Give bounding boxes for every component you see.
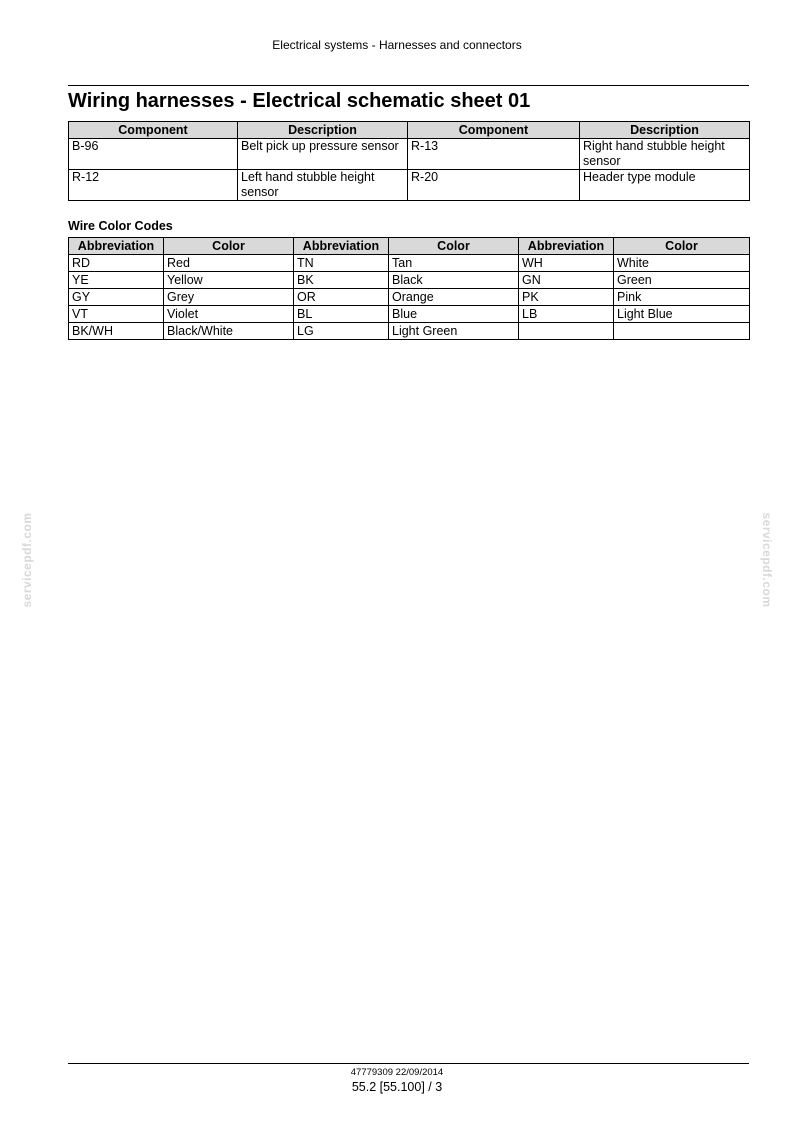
color-cell — [614, 323, 750, 340]
component-cell: B-96 — [69, 139, 238, 170]
component-cell: R-12 — [69, 170, 238, 201]
abbreviation-cell: OR — [294, 289, 389, 306]
color-cell: Red — [164, 255, 294, 272]
column-header: Color — [389, 238, 519, 255]
table-row — [69, 255, 750, 272]
table-row — [69, 323, 750, 340]
component-table-header-row — [69, 122, 750, 139]
column-header: Description — [580, 122, 750, 139]
color-cell: Black/White — [164, 323, 294, 340]
color-cell: Blue — [389, 306, 519, 323]
description-cell: Header type module — [580, 170, 750, 201]
column-header: Description — [238, 122, 408, 139]
header-rule — [68, 85, 749, 86]
color-cell: Pink — [614, 289, 750, 306]
abbreviation-cell: PK — [519, 289, 614, 306]
column-header: Abbreviation — [519, 238, 614, 255]
color-cell: Orange — [389, 289, 519, 306]
column-header: Abbreviation — [69, 238, 164, 255]
page-title: Wiring harnesses - Electrical schematic sheet 01 — [68, 90, 531, 112]
color-cell: Black — [389, 272, 519, 289]
color-cell: Grey — [164, 289, 294, 306]
abbreviation-cell: GY — [69, 289, 164, 306]
abbreviation-cell: BK/WH — [69, 323, 164, 340]
color-cell: Tan — [389, 255, 519, 272]
abbreviation-cell: BL — [294, 306, 389, 323]
abbreviation-cell: WH — [519, 255, 614, 272]
table-row — [69, 170, 750, 201]
component-cell: R-13 — [408, 139, 580, 170]
color-cell: Green — [614, 272, 750, 289]
wire-color-codes-title: Wire Color Codes — [68, 219, 173, 233]
abbreviation-cell: TN — [294, 255, 389, 272]
column-header: Color — [164, 238, 294, 255]
description-cell: Left hand stubble height sensor — [238, 170, 408, 201]
color-cell: White — [614, 255, 750, 272]
description-cell: Right hand stubble height sensor — [580, 139, 750, 170]
wire-table-header-row — [69, 238, 750, 255]
running-header: Electrical systems - Harnesses and connectors — [272, 38, 522, 52]
abbreviation-cell: GN — [519, 272, 614, 289]
footer-rule — [68, 1063, 749, 1064]
abbreviation-cell: LG — [294, 323, 389, 340]
abbreviation-cell: BK — [294, 272, 389, 289]
description-cell: Belt pick up pressure sensor — [238, 139, 408, 170]
color-cell: Violet — [164, 306, 294, 323]
column-header: Component — [69, 122, 238, 139]
table-row — [69, 289, 750, 306]
column-header: Color — [614, 238, 750, 255]
column-header: Abbreviation — [294, 238, 389, 255]
component-table — [68, 121, 750, 201]
color-cell: Light Green — [389, 323, 519, 340]
watermark-right: servicepdf.com — [760, 512, 774, 608]
column-header: Component — [408, 122, 580, 139]
watermark-left: servicepdf.com — [20, 512, 34, 608]
table-row — [69, 272, 750, 289]
page-number: 55.2 [55.100] / 3 — [351, 1080, 443, 1094]
table-row — [69, 139, 750, 170]
abbreviation-cell: RD — [69, 255, 164, 272]
wire-color-table — [68, 237, 750, 340]
color-cell: Yellow — [164, 272, 294, 289]
document-code: 47779309 22/09/2014 — [350, 1067, 444, 1078]
abbreviation-cell: VT — [69, 306, 164, 323]
color-cell: Light Blue — [614, 306, 750, 323]
component-cell: R-20 — [408, 170, 580, 201]
table-row — [69, 306, 750, 323]
abbreviation-cell: YE — [69, 272, 164, 289]
abbreviation-cell — [519, 323, 614, 340]
abbreviation-cell: LB — [519, 306, 614, 323]
